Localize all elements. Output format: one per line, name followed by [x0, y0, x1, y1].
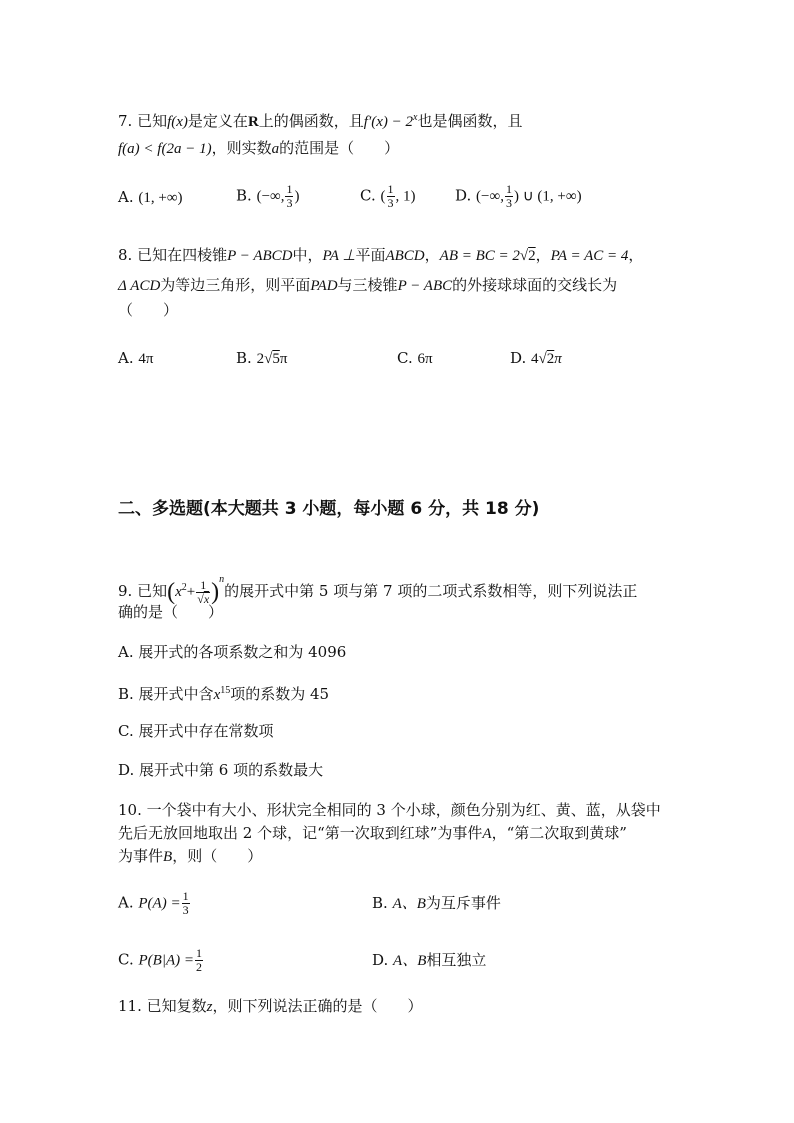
- q8-option-a: [118, 348, 153, 369]
- q7-option-c-fraction: [387, 183, 395, 210]
- q8-text4: 为等边三角形，则平面: [160, 276, 311, 294]
- q8-blank: （ ）: [118, 301, 179, 319]
- q8-option-d: [510, 348, 562, 369]
- q7-var-a: a: [271, 141, 280, 157]
- q7-fx: f(x): [167, 114, 188, 130]
- q8-option-c: [397, 348, 433, 369]
- q8-line1: [118, 245, 643, 266]
- q7-option-b-left: (−∞,: [256, 188, 285, 205]
- q8-option-b-pi: π: [279, 351, 288, 367]
- q10-line3-post: ，则（ ）: [172, 847, 263, 865]
- q8-intro: 8. 已知在四棱锥: [118, 246, 228, 264]
- q10-line2-pre: 先后无放回地取出 2 个球，记“第一次取到红球”为事件: [118, 824, 483, 842]
- q10-event-b: B: [163, 849, 173, 865]
- q10-option-b-text: 为互斥事件: [425, 894, 501, 912]
- q8-option-c-label: C.: [397, 349, 413, 367]
- q7-option-c-right: , 1): [395, 188, 416, 205]
- q10-option-d: [372, 950, 486, 971]
- q7-option-c-label: C.: [360, 186, 376, 205]
- q10-option-c-expr: P(B|A) =: [138, 952, 194, 969]
- q10-option-b-label: B.: [372, 894, 388, 912]
- q9-option-a: A. 展开式的各项系数之和为 4096: [118, 643, 347, 661]
- q9-option-b-exp: 15: [220, 685, 231, 696]
- q7-derivative-exp: x: [413, 112, 418, 123]
- q10-line3-pre: 为事件: [118, 847, 164, 865]
- q9-x-exp: 2: [181, 582, 187, 593]
- q8-option-b-coef: 2: [256, 351, 265, 367]
- q7-option-b-right: ): [294, 188, 300, 205]
- q11-post: ，则下列说法正确的是（ ）: [212, 997, 423, 1015]
- q7-derivative: f′(x) − 2: [363, 114, 414, 130]
- q7-option-c-num: 1: [387, 182, 394, 196]
- q7-text3: 上的偶函数，且: [258, 112, 364, 130]
- q8-plane: ABCD: [385, 248, 425, 264]
- q9-fraction-num: 1: [196, 579, 210, 593]
- q7-option-a-value: (1, +∞): [138, 190, 183, 206]
- q7-text5: ，则实数: [211, 139, 272, 157]
- q8-ab-bc: AB = BC = 2: [439, 248, 520, 264]
- q8-option-b-sqrt: √5: [264, 351, 280, 367]
- q10-option-d-label: D.: [372, 951, 389, 969]
- q8-text3: 平面: [355, 246, 386, 264]
- q10-line2-post: ，“第二次取到黄球”: [491, 824, 627, 842]
- q10-option-c: [118, 947, 204, 974]
- q7-text2: 是定义在: [187, 112, 248, 130]
- q8-option-d-root: 2: [546, 351, 555, 367]
- q7-option-d-fraction: [505, 183, 513, 210]
- q8-option-d-sqrt: √2: [538, 351, 555, 367]
- q8-comma1: ，: [424, 246, 440, 264]
- q10-event-a: A: [482, 826, 492, 842]
- q7-option-c-left: (: [380, 188, 386, 205]
- q10-option-c-den: 2: [195, 960, 202, 974]
- q7-option-b-num: 1: [286, 182, 293, 196]
- q8-option-c-value: 6π: [417, 351, 433, 367]
- q8-comma3: ，: [628, 246, 644, 264]
- q7-option-d-label: D.: [455, 186, 472, 205]
- q7-option-b: [236, 183, 299, 210]
- q7-option-a-label: A.: [118, 188, 134, 206]
- q7-option-b-label: B.: [236, 186, 252, 205]
- q8-sqrt-value: 2: [528, 248, 536, 264]
- q10-option-d-ab: A、B: [393, 953, 427, 969]
- section-heading: 二、多选题(本大题共 3 小题，每小题 6 分，共 18 分): [118, 499, 540, 519]
- q9-text2: 的展开式中第 5 项与第 7 项的二项式系数相等，则下列说法正: [224, 582, 638, 600]
- q10-option-b-ab: A、B: [392, 896, 426, 912]
- q7-intro: 7. 已知: [118, 112, 168, 130]
- q9-fraction-den-x: x: [203, 591, 210, 606]
- q8-pa-ac: PA = AC = 4: [550, 248, 629, 264]
- q8-option-d-coef: 4: [531, 351, 539, 367]
- q9-option-c: C. 展开式中存在常数项: [118, 722, 274, 740]
- q10-option-a-num: 1: [182, 889, 189, 903]
- q10-option-a: [118, 890, 191, 917]
- q9-line2: 确的是（ ）: [118, 603, 224, 621]
- q8-text5: 与三棱锥: [337, 276, 398, 294]
- q10-option-c-fraction: [195, 947, 203, 974]
- q8-option-d-pi: π: [554, 351, 562, 367]
- q8-tetrahedron: P − ABC: [397, 278, 453, 294]
- q7-option-d-num: 1: [505, 182, 512, 196]
- q8-option-d-label: D.: [510, 349, 527, 367]
- q7-real-set: R: [247, 114, 259, 130]
- q7-text6: 的范围是（ ）: [279, 139, 400, 157]
- q7-option-d-left: (−∞,: [476, 188, 504, 205]
- q10-option-a-label: A.: [118, 893, 134, 912]
- q8-text2: 中，: [292, 246, 323, 264]
- q7-line2: [118, 138, 399, 159]
- q9-option-b-x: x: [213, 687, 221, 703]
- q9-option-b: [118, 681, 329, 705]
- q8-line2: [118, 275, 617, 296]
- q9-fraction-den: √x: [197, 591, 210, 606]
- q9-left-paren: (: [167, 579, 176, 605]
- q8-text6: 的外接球球面的交线长为: [452, 276, 618, 294]
- q8-option-b: [236, 348, 287, 369]
- q10-option-a-den: 3: [182, 903, 189, 917]
- q7-option-c: [360, 183, 416, 210]
- q8-perp: PA ⊥: [322, 248, 356, 264]
- q9-intro: 9. 已知: [118, 582, 168, 600]
- q9-plus: +: [186, 584, 196, 600]
- q9-option-b-pre: B. 展开式中含: [118, 685, 214, 703]
- q7-text4: 也是偶函数，且: [417, 112, 523, 130]
- q9-right-paren: ): [211, 579, 220, 605]
- q8-sqrt: √2: [519, 248, 536, 264]
- q8-option-a-value: 4π: [138, 351, 154, 367]
- q8-option-b-label: B.: [236, 349, 252, 367]
- q7-option-b-den: 3: [286, 196, 293, 210]
- q7-line1: [118, 108, 522, 132]
- q11-line1: [118, 996, 422, 1017]
- q11-z: z: [206, 999, 213, 1015]
- q7-option-a: [118, 187, 183, 208]
- q8-option-a-label: A.: [118, 349, 134, 367]
- q7-option-d-right: ) ∪ (1, +∞): [513, 188, 582, 205]
- q10-option-a-fraction: [182, 890, 190, 917]
- q10-line3: [118, 846, 262, 867]
- q10-option-d-text: 相互独立: [426, 951, 487, 969]
- q7-option-c-den: 3: [387, 196, 394, 210]
- q8-option-b-root: 5: [272, 351, 280, 367]
- q8-comma2: ，: [535, 246, 551, 264]
- q9-option-b-post: 项的系数为 45: [230, 685, 330, 703]
- q10-option-c-label: C.: [118, 950, 134, 969]
- q10-option-c-num: 1: [195, 946, 202, 960]
- q7-inequality: f(a) < f(2a − 1): [118, 141, 212, 157]
- q11-pre: 11. 已知复数: [118, 997, 207, 1015]
- q8-plane-pad: PAD: [310, 278, 338, 294]
- q9-x: x: [175, 584, 182, 600]
- q10-option-b: [372, 893, 501, 914]
- q10-line1: 10. 一个袋中有大小、形状完全相同的 3 个小球，颜色分别为红、黄、蓝，从袋中: [118, 801, 661, 819]
- q8-triangle: Δ ACD: [118, 278, 161, 294]
- q7-option-b-fraction: [285, 183, 293, 210]
- q10-option-a-expr: P(A) =: [138, 895, 181, 912]
- q10-line2: [118, 823, 627, 844]
- q7-option-d-den: 3: [505, 196, 512, 210]
- q9-exponent-n: n: [219, 574, 225, 585]
- q8-pyramid: P − ABCD: [227, 248, 293, 264]
- q7-option-d: [455, 183, 582, 210]
- q9-option-d: D. 展开式中第 6 项的系数最大: [118, 761, 324, 779]
